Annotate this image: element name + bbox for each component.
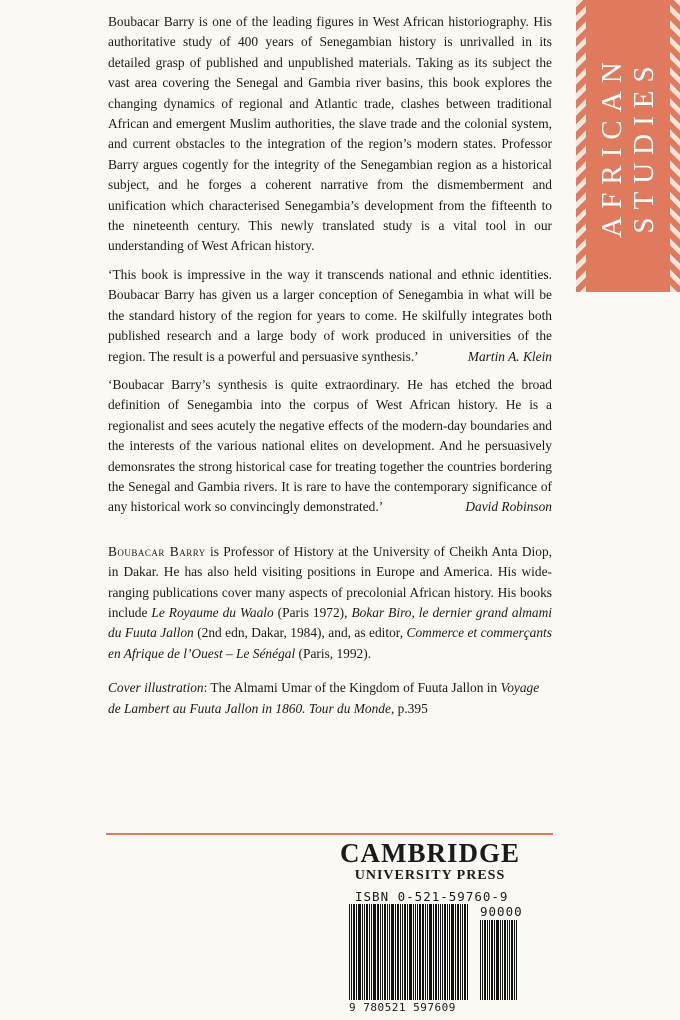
book-title: Bokar Biro, le dernier grand almami du Fuuta Jallon: [108, 604, 553, 641]
quote-text: ‘This book is impressive in the way it transcends national and ethnic identities. Boubacar Barry has given us a larger conception of Senegambia in what will be the standard history of the region for years to come. He skilfully integrates both published research and a large body of work produced in universities of the region. The result is a powerful and persuasive synthesis.’: [108, 266, 552, 364]
quote-author: David Robinson: [465, 499, 552, 515]
book-title: Commerce et commerçants en Afrique de l’Ouest – Le Sénégal: [108, 625, 552, 661]
series-banner: [576, 0, 680, 292]
barcode-addon: [480, 920, 530, 1000]
publisher-sub: UNIVERSITY PRESS: [354, 868, 506, 883]
banner-pattern: [670, 0, 680, 292]
divider-rule: [106, 833, 553, 835]
review-quote-2: [108, 375, 552, 518]
ean-number: 9 780521 597609: [349, 1001, 456, 1014]
banner-pattern: [576, 0, 586, 292]
book-blurb: Boubacar Barry is one of the leading figures in West African historiography. His authoritative study of 400 years of Senegambian history is unrivalled in its detailed grasp of published and unpublished materials. Taking as its subject the vast area covering the Senegal and Gambia river basins, this book explores the changing dynamics of regional and Atlantic trade, clashes between traditional African and emergent Muslim authorities, the slave trade and the colonial system, and current obstacles to the integration of the region’s modern states. Professor Barry argues cogently for the integrity of the Senegambian region as a historical subject, and he forges a coherent narrative from the dismemberment and unification which characterised Senegambia’s development from the fifteenth to the nineteenth century. This newly translated study is a vital tool in our understanding of West African history.: [108, 14, 552, 254]
review-quote-1: [108, 265, 552, 367]
cover-illustration-credit: Cover illustration: The Almami Umar of the Kingdom of Fuuta Jallon in Voyage de Lambert au Fuuta Jallon in 1860. Tour du Monde, p.395: [108, 680, 540, 716]
publisher-logo: [330, 838, 530, 884]
author-bio: Boubacar Barry is Professor of History at the University of Cheikh Anta Diop, in Dakar. He has also held visiting positions in Europe and America. His wide-ranging publications cover many aspects of precolonial African history. His books include Le Royaume du Waalo (Paris 1972), Bokar Biro, le dernier grand almami du Fuuta Jallon (2nd edn, Dakar, 1984), and, as editor, Commerce et commerçants en Afrique de l’Ouest – Le Sénégal (Paris, 1992).: [108, 543, 553, 661]
quote-text: ‘Boubacar Barry’s synthesis is quite extraordinary. He has etched the broad definition of Senegambia into the corpus of West African history. He is a regionalist and sees acutely the negative effects of the modern-day boundaries and the interests of the various national elites on development. And he persuasively demonsrates the strong historical case for treating together the countries bordering the Senegal and Gambia rivers. It is rare to have the contemporary significance of any historical work so convincingly demonstrated.’: [108, 376, 552, 515]
cover-label: Cover illustration: [108, 680, 204, 696]
price-code: 90000: [480, 904, 523, 919]
back-cover-text: [108, 12, 552, 727]
book-title: Le Royaume du Waalo: [151, 604, 274, 620]
publisher-name: CAMBRIDGE: [339, 838, 520, 868]
barcode: [349, 904, 477, 1000]
series-title: AFRICAN STUDIES: [596, 54, 660, 238]
quote-author: Martin A. Klein: [467, 348, 552, 364]
cover-source: Voyage de Lambert au Fuuta Jallon in 1860. Tour du Monde: [108, 680, 540, 716]
author-name: Boubacar Barry: [108, 543, 206, 559]
isbn-text: ISBN 0-521-59760-9: [355, 889, 509, 904]
